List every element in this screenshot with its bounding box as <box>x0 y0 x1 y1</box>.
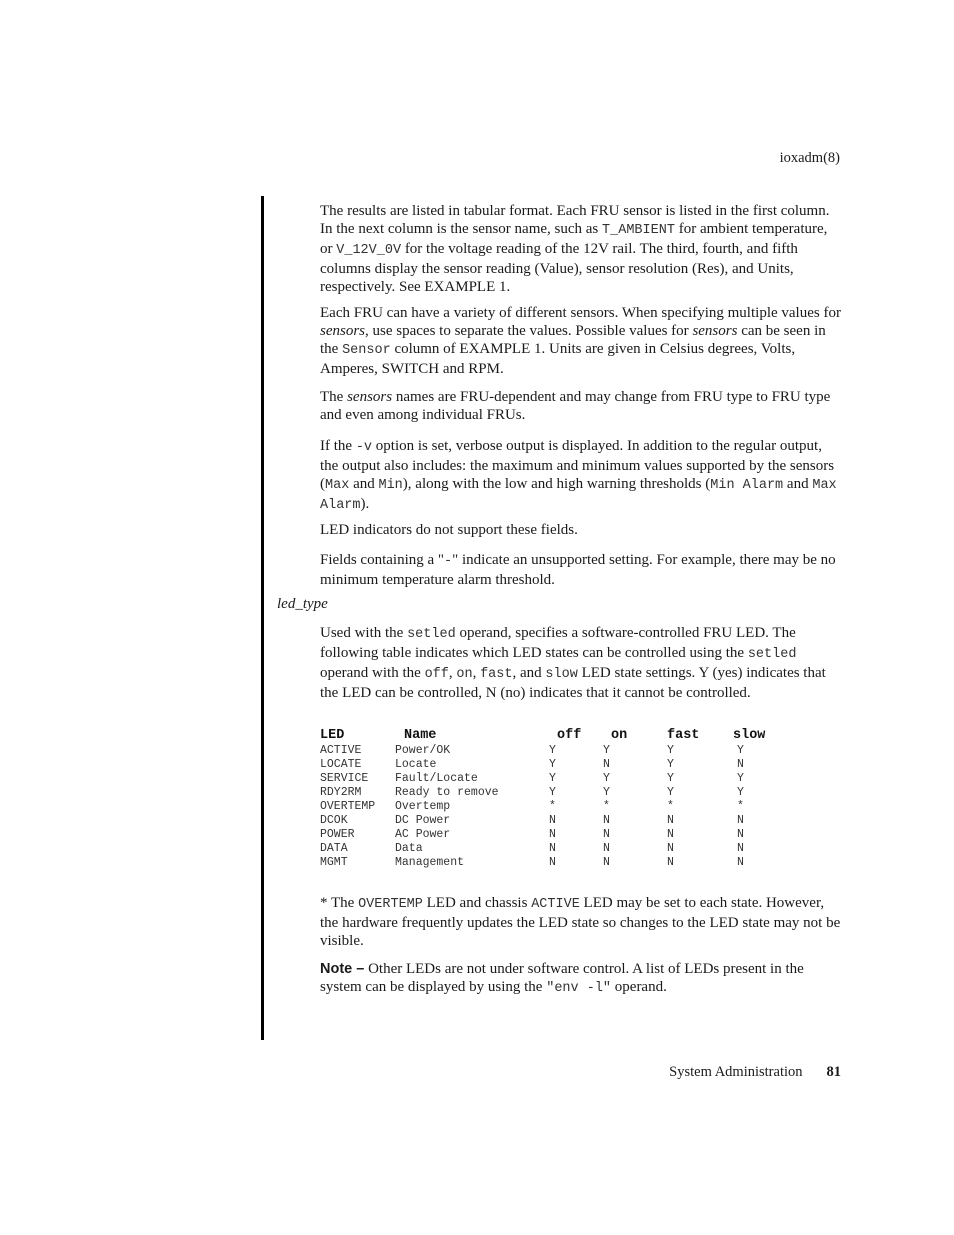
cell-on: N <box>603 827 610 841</box>
table-row <box>320 799 783 813</box>
code-slow: slow <box>545 667 578 682</box>
led-state-table <box>320 727 783 869</box>
cell-name: Ready to remove <box>395 785 499 799</box>
paragraph-verbose-option <box>320 437 842 515</box>
cell-on: Y <box>603 785 610 799</box>
text: names are FRU-dependent and may change from FRU type to FRU type and even among individual FRUs. <box>320 389 831 423</box>
change-bar <box>261 196 264 1040</box>
cell-on: N <box>603 757 610 771</box>
text: * The <box>320 895 359 911</box>
text: option is set, verbose output is displayed. In addition to the regular output, the output also includes: the maximum and minimum values supported by the sensors ( <box>320 438 835 492</box>
code-fast: fast <box>480 667 513 682</box>
term-led-type: led_type <box>277 596 328 612</box>
code-off: off <box>424 667 449 682</box>
code-t-ambient: T_AMBIENT <box>602 223 675 238</box>
cell-off: Y <box>549 757 556 771</box>
code-setled: setled <box>407 627 456 642</box>
paragraph-footnote <box>320 894 842 950</box>
cell-slow: Y <box>737 771 744 785</box>
cell-slow: Y <box>737 743 744 757</box>
table-row <box>320 743 783 757</box>
text: for ambient temperature, or <box>320 221 828 257</box>
text: , and <box>512 665 546 681</box>
code-v-option: -v <box>355 440 373 455</box>
cell-off: N <box>549 841 556 855</box>
emphasis-sensors: sensors, <box>320 323 369 339</box>
code-max-alarm: Max Alarm <box>320 478 837 513</box>
cell-name: Data <box>395 841 423 855</box>
code-v-12v: V_12V_0V <box>336 243 402 258</box>
text: operand with the <box>320 665 425 681</box>
code-min-alarm: Min Alarm <box>710 478 784 493</box>
cell-off: Y <box>549 771 556 785</box>
text: If the <box>320 438 356 454</box>
text: operand, specifies a software-controlled FRU LED. The following table indicates which LED states can be controlled using the <box>320 625 796 661</box>
page-number: 81 <box>826 1064 841 1080</box>
text: Each FRU can have a variety of different sensors. When specifying multiple values for <box>320 305 841 321</box>
cell-slow: N <box>737 841 744 855</box>
table-row <box>320 771 783 785</box>
text: for the voltage reading of the 12V rail. The third, fourth, and fifth columns display the sensor reading (Value), sensor resolution (Res), and Units, respectively. See EXAMPLE 1. <box>320 241 798 295</box>
cell-name: Fault/Locate <box>395 771 478 785</box>
cell-off: Y <box>549 743 556 757</box>
cell-led: MGMT <box>320 855 348 869</box>
cell-led: SERVICE <box>320 771 369 785</box>
cell-fast: Y <box>667 757 674 771</box>
table-row <box>320 827 783 841</box>
code-max: Max <box>325 478 350 493</box>
text: and <box>349 476 379 492</box>
table-row <box>320 813 783 827</box>
cell-fast: * <box>667 799 674 813</box>
text: , <box>448 665 457 681</box>
table-row <box>320 785 783 799</box>
emphasis-sensors: sensors <box>347 389 393 405</box>
code-overtemp: OVERTEMP <box>358 897 423 912</box>
cell-fast: Y <box>667 743 674 757</box>
code-min: Min <box>378 478 403 493</box>
cell-on: N <box>603 855 610 869</box>
cell-slow: N <box>737 855 744 869</box>
code-env-l: "env -l" <box>546 981 612 996</box>
cell-led: OVERTEMP <box>320 799 376 813</box>
cell-on: N <box>603 841 610 855</box>
cell-fast: N <box>667 841 674 855</box>
text: column of EXAMPLE 1. Units are given in Celsius degrees, Volts, Amperes, SWITCH and RPM. <box>320 341 796 377</box>
paragraph-sensors <box>320 304 842 378</box>
page-footer <box>669 1064 841 1081</box>
cell-off: N <box>549 813 556 827</box>
cell-slow: N <box>737 827 744 841</box>
cell-fast: N <box>667 855 674 869</box>
cell-fast: N <box>667 827 674 841</box>
code-on: on <box>456 667 473 682</box>
cell-led: LOCATE <box>320 757 362 771</box>
column-header-led: LED <box>320 727 345 743</box>
column-header-off: off <box>557 727 582 743</box>
text: and <box>783 476 813 492</box>
cell-led: ACTIVE <box>320 743 362 757</box>
cell-slow: Y <box>737 785 744 799</box>
column-header-on: on <box>611 727 628 743</box>
cell-led: DCOK <box>320 813 348 827</box>
cell-fast: Y <box>667 785 674 799</box>
text: The <box>320 389 348 405</box>
cell-name: Overtemp <box>395 799 451 813</box>
code-active: ACTIVE <box>531 897 580 912</box>
code-sensor: Sensor <box>342 343 391 358</box>
text: operand. <box>611 979 667 995</box>
cell-on: N <box>603 813 610 827</box>
text: " indicate an unsupported setting. For example, there may be no minimum temperature alarm threshold. <box>320 552 836 588</box>
text: , <box>472 665 481 681</box>
column-header-fast: fast <box>667 727 700 743</box>
paragraph-tabular-format <box>320 202 842 296</box>
paragraph-sensor-names <box>320 388 842 424</box>
table-header-row <box>320 727 783 743</box>
text: Used with the <box>320 625 408 641</box>
text: The results are listed in tabular format. Each FRU sensor is listed in the first column. In the next column is the sensor name, such as <box>320 203 830 237</box>
cell-on: * <box>603 799 610 813</box>
cell-led: DATA <box>320 841 348 855</box>
text: Fields containing a " <box>320 552 445 568</box>
cell-name: Management <box>395 855 465 869</box>
code-dash: - <box>444 554 453 569</box>
cell-name: Power/OK <box>395 743 451 757</box>
table-row <box>320 757 783 771</box>
running-header: ioxadm(8) <box>779 150 840 166</box>
cell-led: POWER <box>320 827 355 841</box>
footer-section-title: System Administration <box>669 1064 803 1080</box>
note-label: Note – <box>320 961 365 977</box>
cell-on: Y <box>603 771 610 785</box>
cell-off: * <box>549 799 556 813</box>
table-row <box>320 855 783 869</box>
paragraph-led-indicators: LED indicators do not support these fields. <box>320 522 578 538</box>
column-header-slow: slow <box>733 727 766 743</box>
cell-on: Y <box>603 743 610 757</box>
cell-off: N <box>549 827 556 841</box>
text: LED state settings. Y (yes) indicates that the LED can be controlled, N (no) indicates that it cannot be controlled. <box>320 665 826 701</box>
text: Other LEDs are not under software control. A list of LEDs present in the system can be displayed by using the <box>320 961 804 995</box>
paragraph-led-type <box>320 624 842 702</box>
cell-name: Locate <box>395 757 437 771</box>
cell-slow: N <box>737 757 744 771</box>
table-row <box>320 841 783 855</box>
emphasis-sensors: sensors <box>692 323 738 339</box>
cell-led: RDY2RM <box>320 785 362 799</box>
code-setled: setled <box>747 647 797 662</box>
cell-name: DC Power <box>395 813 451 827</box>
cell-slow: N <box>737 813 744 827</box>
cell-slow: * <box>737 799 744 813</box>
paragraph-unsupported-fields <box>320 551 842 589</box>
text: ), along with the low and high warning thresholds ( <box>402 476 711 492</box>
cell-fast: Y <box>667 771 674 785</box>
cell-name: AC Power <box>395 827 451 841</box>
text: LED and chassis <box>422 895 532 911</box>
text: ). <box>360 496 370 512</box>
note-paragraph <box>320 960 842 998</box>
cell-fast: N <box>667 813 674 827</box>
column-header-name: Name <box>404 727 437 743</box>
cell-off: N <box>549 855 556 869</box>
cell-off: Y <box>549 785 556 799</box>
text: use spaces to separate the values. Possible values for <box>368 323 693 339</box>
text: LED may be set to each state. However, the hardware frequently updates the LED state so changes to the LED state may not be visible. <box>320 895 841 949</box>
text: can be seen in the <box>320 323 826 357</box>
